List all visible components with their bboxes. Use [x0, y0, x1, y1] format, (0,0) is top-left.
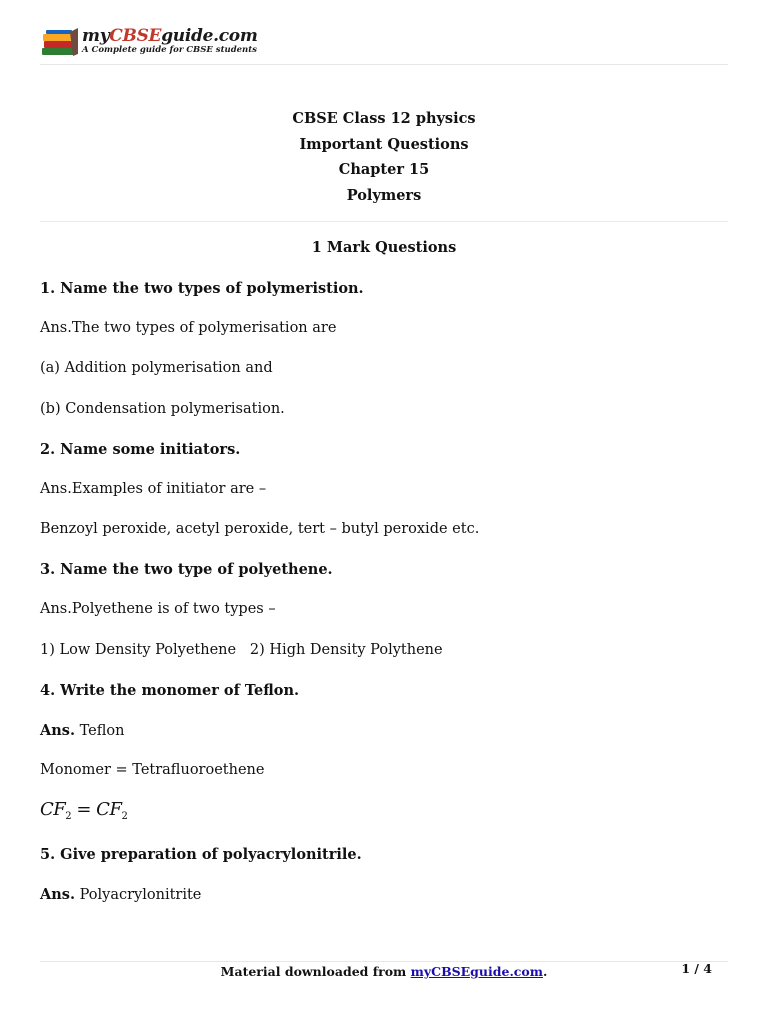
answer-4-line-1 [40, 722, 125, 739]
footer-divider [40, 961, 728, 962]
title-line-1: CBSE Class 12 physics [292, 110, 476, 127]
title-line-4: Polymers [346, 186, 422, 204]
answer-1-line-3: (b) Condensation polymerisation. [40, 401, 285, 417]
answer-text: Teflon [75, 723, 125, 739]
answer-label: Ans. [40, 722, 76, 739]
answer-5-line-1 [40, 886, 201, 903]
answer-1-line-2: (a) Addition polymerisation and [40, 360, 273, 376]
question-3: 3. Name the two type of polyethene. [40, 561, 333, 578]
title-divider [40, 221, 728, 222]
question-2: 2. Name some initiators. [40, 441, 241, 458]
footer-suffix: . [542, 964, 548, 979]
answer-3-line-1: Ans.Polyethene is of two types – [40, 601, 276, 617]
title-line-2: Important Questions [299, 135, 469, 153]
section-heading: 1 Mark Questions [311, 239, 457, 256]
answer-2-line-2: Benzoyl peroxide, acetyl peroxide, tert – butyl peroxide etc. [40, 521, 480, 537]
answer-2-line-1: Ans.Examples of initiator are – [40, 481, 267, 497]
books-logo-icon [40, 28, 80, 58]
answer-1-line-1: Ans.The two types of polymerisation are [40, 320, 337, 336]
logo-wordmark: myCBSEguide.com [82, 26, 258, 46]
answer-3-line-2: 1) Low Density Polyethene 2) High Density Polythene [40, 642, 443, 658]
page-header [40, 26, 728, 65]
question-5: 5. Give preparation of polyacrylonitrile. [40, 846, 362, 863]
site-logo[interactable] [40, 26, 258, 60]
document-title [40, 106, 728, 208]
teflon-monomer-formula: $CF_2 = CF_2$ [40, 799, 128, 822]
answer-label: Ans. [40, 886, 76, 903]
footer-prefix: Material downloaded from [220, 964, 411, 979]
logo-tagline: A Complete guide for CBSE students [82, 45, 257, 55]
question-1: 1. Name the two types of polymeristion. [40, 280, 364, 297]
answer-4-line-2: Monomer = Tetrafluoroethene [40, 762, 265, 778]
answer-text: Polyacrylonitrite [75, 887, 202, 903]
page-footer [40, 964, 728, 979]
footer-link[interactable]: myCBSEguide.com [410, 964, 543, 979]
title-line-3: Chapter 15 [338, 161, 430, 178]
question-4: 4. Write the monomer of Teflon. [40, 682, 300, 699]
page-number: 1 / 4 [681, 961, 712, 976]
